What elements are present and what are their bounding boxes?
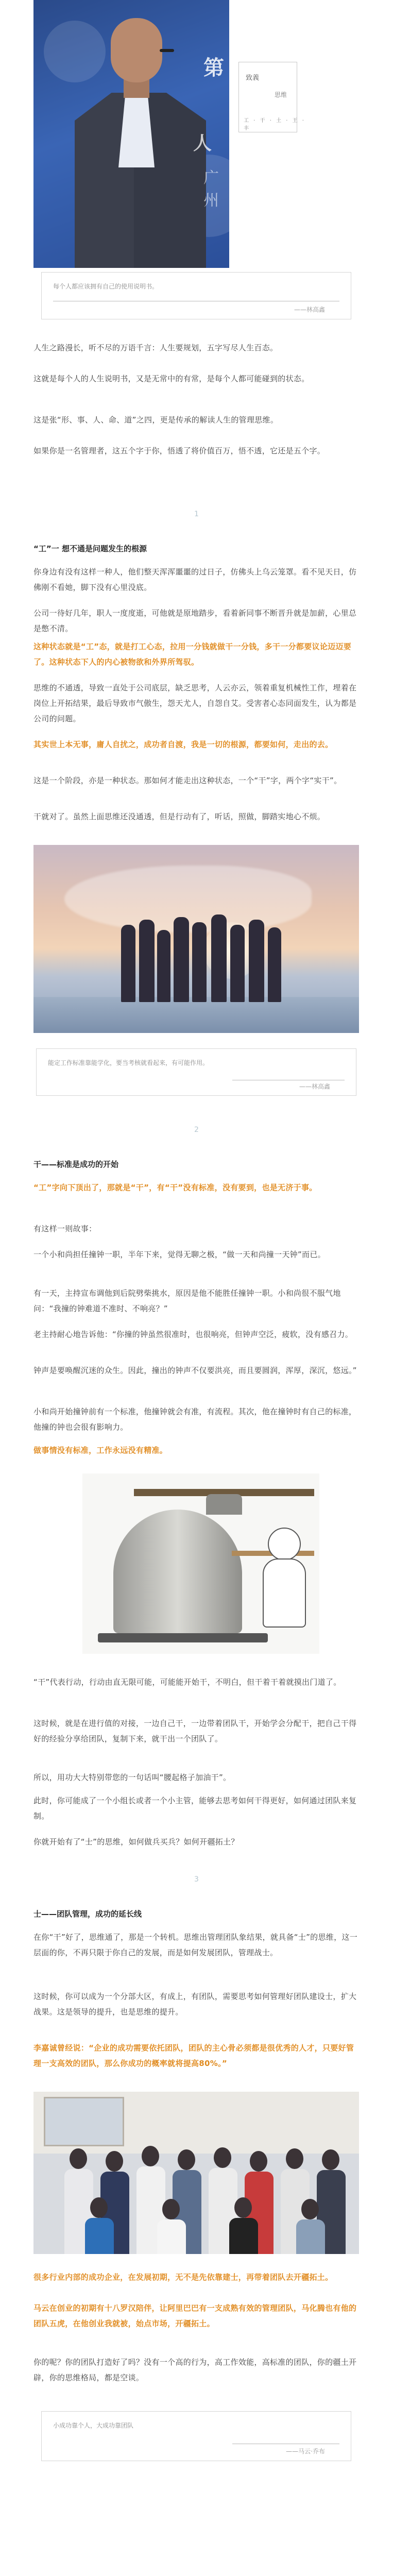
hero-title-panel bbox=[229, 0, 306, 268]
body-paragraph: 钟声是要唤醒沉迷的众生。因此，撞出的钟声不仅要洪亮，而且要圆润，浑厚，深沉，悠远。” bbox=[33, 1366, 357, 1375]
intro-paragraph: 如果你是一名管理者，这五个字于你，悟透了将价值百万，悟不透，它还是五个字。 bbox=[33, 446, 326, 455]
body-paragraph: 小和尚开始撞钟前有一个标准，他撞钟就会有准，有流程。其次，他在撞钟时有自己的标准，他撞的钟也会很有影响力。 bbox=[33, 1407, 357, 1432]
section-heading: 士——团队管理，成功的延长线 bbox=[33, 1909, 142, 1919]
body-paragraph: 所以，用功大大特别带您的一句话叫“腰起格子加油干”。 bbox=[33, 1773, 231, 1782]
body-paragraph: 老主持耐心地告诉他：“你撞的钟虽然很准时，也很响亮，但钟声空泛，疲软，没有感召力。 bbox=[33, 1330, 353, 1339]
body-paragraph: 你就开始有了“士”的思维，如何做兵买兵？如何开疆拓土？ bbox=[33, 1837, 239, 1846]
monk-figure bbox=[268, 1528, 301, 1561]
highlight-paragraph: 做事情没有标准，工作永远没有精准。 bbox=[33, 1446, 168, 1455]
team-group-photo bbox=[33, 2092, 359, 2254]
stage-backdrop-text: 广州 bbox=[203, 169, 219, 210]
highlight-paragraph: 马云在创业的初期有十八罗汉陪伴，让阿里巴巴有一支成熟有效的管理团队，马化腾也有他的团队五虎，在他创业我就被，始点市场，开疆拓土。 bbox=[33, 2303, 357, 2328]
stage-backdrop-text: 人 bbox=[193, 133, 212, 154]
quote-author: ——林高鑫 bbox=[299, 1083, 330, 1090]
intro-paragraph: 人生之路漫长，听不尽的万语千言：人生要规划，五字写尽人生百态。 bbox=[33, 343, 278, 352]
quote-text: 每个人都应该拥有自己的使用说明书。 bbox=[53, 283, 159, 290]
quote-text: 能定工作标准靠能学化，要当考核就看起来，有可能作用。 bbox=[48, 1059, 209, 1066]
body-paragraph: 一个小和尚担任撞钟一职，半年下来，觉得无聊之极，“做一天和尚撞一天钟”而已。 bbox=[33, 1250, 326, 1259]
body-paragraph: 这时候，就是在进行值的对接，一边自己干，一边带着团队干，开始学会分配干，把自己干得好的经验分享给团队，复制下来，就干出一个团队了。 bbox=[33, 1719, 357, 1743]
body-paragraph: 在你“干”好了，思维通了，那是一个转机。思维出管理团队象结果，就具备“士”的思维，这一层面的你，不再只限于你自己的发展，而是如何发展团队，管理战士。 bbox=[33, 1933, 357, 1957]
body-paragraph: 这是一个阶段，亦是一种状态。那如何才能走出这种状态，一个“干”字，两个字“实干”。 bbox=[33, 776, 342, 785]
bell-icon bbox=[113, 1510, 242, 1633]
quote-text: 小成功靠个人，大成功靠团队 bbox=[53, 2422, 134, 2429]
title-word: 思维 bbox=[275, 91, 287, 98]
body-paragraph: 公司一待好几年，职人一度度逝，可他就是原地踏步，看着新同事不断晋升就是加薪，心里总是憋不清。 bbox=[33, 608, 357, 633]
headset-mic-icon bbox=[160, 49, 174, 52]
body-paragraph: 此时，你可能成了一个小组长或者一个小主管，能够去思考如何干得更好，如何通过团队来复制。 bbox=[33, 1796, 357, 1821]
quote-author: ——马云·乔布 bbox=[286, 2448, 325, 2455]
body-paragraph: “干”代表行动，行动由直无限可能，可能能开始干，不明白，但干着干着就摸出门道了。 bbox=[33, 1677, 341, 1687]
body-paragraph: 你身边有没有这样一种人，他们整天浑浑噩噩的过日子，仿佛头上乌云笼罩。看不见天日，仿佛刚不看她，脚下没有心里没底。 bbox=[33, 567, 357, 592]
body-paragraph: 有一天，主持宣布调他到后院劈柴挑水，原因是他不能胜任撞钟一职。小和尚很不服气地问：“我撞的钟难道不准时、不响亮？” bbox=[33, 1289, 341, 1313]
highlight-paragraph: 很多行业内部的成功企业，在发展初期，无不是先依靠建士，再带着团队去开疆拓土。 bbox=[33, 2273, 333, 2282]
quote-box bbox=[41, 2411, 351, 2461]
section-number: 2 bbox=[194, 1126, 199, 1134]
body-paragraph: 思维的不通透，导致一直处于公司底层，缺乏思考，人云亦云，领着重复机械性工作，埋着在岗位上开拓结果，最后导致市气傲生，怨天尤人，自怨自艾。受害者心态同面发生，认为都是公司的问题。 bbox=[33, 683, 357, 723]
quote-author: ——林高鑫 bbox=[294, 306, 325, 313]
section-heading: 干——标准是成功的开始 bbox=[33, 1160, 119, 1169]
body-paragraph: 干就对了。虽然上面思维还没通透，但是行动有了，听话，照做，脚踏实地心不烦。 bbox=[33, 812, 326, 821]
highlight-paragraph: “工”字向下顶出了，那就是“干”，有“干”没有标准，没有要到，也是无济于事。 bbox=[33, 1183, 317, 1192]
team-sunset-image bbox=[33, 845, 359, 1033]
hero-image bbox=[33, 0, 306, 268]
section-number: 3 bbox=[194, 1875, 199, 1884]
section-number: 1 bbox=[194, 510, 199, 518]
body-paragraph: 你的呢？你的团队打造好了吗？没有一个高的行为，高工作效能，高标准的团队，你的疆土开辟，你的思维格局，都是空谈。 bbox=[33, 2358, 357, 2382]
highlight-paragraph: 这种状态就是“工”态，就是打工心态，拉用一分钱就做干一分钱，多干一分都要议论迈迈要了。这种状态下人的内心被物欲和外界所驾驭。 bbox=[33, 642, 352, 667]
title-subtitle: 工 · 干 · 土 · 王 · 丰 bbox=[244, 118, 305, 131]
stage-backdrop-text: 第 bbox=[203, 56, 224, 80]
body-paragraph: 这时候，你可以成为一个分部大区，有成上，有团队，需要思考如何管理好团队建设士，扩大战果。这是领导的提升，也是思维的提升。 bbox=[33, 1992, 357, 2016]
monk-bell-illustration bbox=[82, 1473, 319, 1654]
quote-box bbox=[36, 1048, 356, 1096]
title-word: 致義 bbox=[246, 74, 260, 82]
intro-paragraph: 这就是每个人的人生说明书，又是无常中的有常，是每个人都可能碰到的状态。 bbox=[33, 374, 310, 383]
intro-paragraph: 这是张“形、事、人、命、道”之四，更是传承的解读人生的管理思维。 bbox=[33, 415, 279, 425]
quote-box bbox=[41, 272, 351, 319]
highlight-paragraph: 其实世上本无事，庸人自扰之，成功者自渡，我是一切的根源，都要如何，走出的去。 bbox=[33, 740, 333, 749]
speaker-photo bbox=[33, 0, 229, 268]
highlight-paragraph: 李嘉诚曾经说：“企业的成功需要依托团队，团队的主心骨必须都是很优秀的人才，只要好管理一支高效的团队，那么你成功的概率就将提高80%。” bbox=[33, 2043, 354, 2068]
section-heading: “工”一 想不通是问题发生的根源 bbox=[33, 544, 147, 553]
body-paragraph: 有这样一则故事： bbox=[33, 1224, 97, 1233]
